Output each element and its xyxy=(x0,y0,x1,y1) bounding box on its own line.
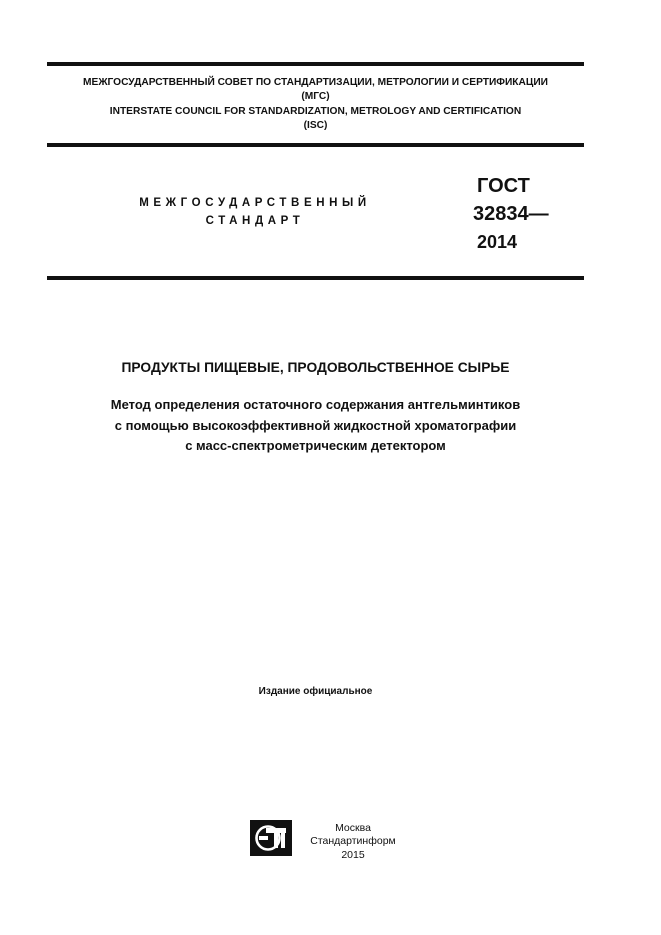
top-rule xyxy=(47,62,584,66)
gost-year: 2014 xyxy=(477,232,518,252)
standard-word: СТАНДАРТ xyxy=(205,215,305,227)
standartinform-logo-icon xyxy=(250,820,292,856)
middle-rule xyxy=(47,143,584,147)
publisher-block xyxy=(308,822,398,862)
gost-abbr: ГОСТ xyxy=(477,175,530,197)
document-title: ПРОДУКТЫ ПИЩЕВЫЕ, ПРОДОВОЛЬСТВЕННОЕ СЫРЬЕ xyxy=(121,360,510,375)
subtitle-line: Метод определения остаточного содержания антгельминтиков xyxy=(110,397,521,412)
document-subtitle xyxy=(47,395,584,457)
bottom-rule xyxy=(47,276,584,280)
official-edition-label: Издание официальное xyxy=(258,686,373,697)
council-header xyxy=(47,76,584,134)
publisher-city: Москва xyxy=(335,822,371,834)
subtitle-line: с помощью высокоэффективной жидкостной хроматографии xyxy=(114,417,517,433)
interstate-word: МЕЖГОСУДАРСТВЕННЫЙ xyxy=(139,197,371,209)
publisher-name: Стандартинформ xyxy=(310,835,396,848)
subtitle-line: с масс-спектрометрическим детектором xyxy=(185,438,446,454)
council-abbr-en: (ISC) xyxy=(303,120,328,132)
council-name-en: INTERSTATE COUNCIL FOR STANDARDIZATION, METROLOGY AND CERTIFICATION xyxy=(109,105,522,117)
gost-number: 32834— xyxy=(473,203,549,225)
publisher-year: 2015 xyxy=(341,848,365,861)
council-abbr-ru: (МГС) xyxy=(301,91,330,103)
council-name-ru: МЕЖГОСУДАРСТВЕННЫЙ СОВЕТ ПО СТАНДАРТИЗАЦИИ, МЕТРОЛОГИИ И СЕРТИФИКАЦИИ xyxy=(83,77,548,88)
